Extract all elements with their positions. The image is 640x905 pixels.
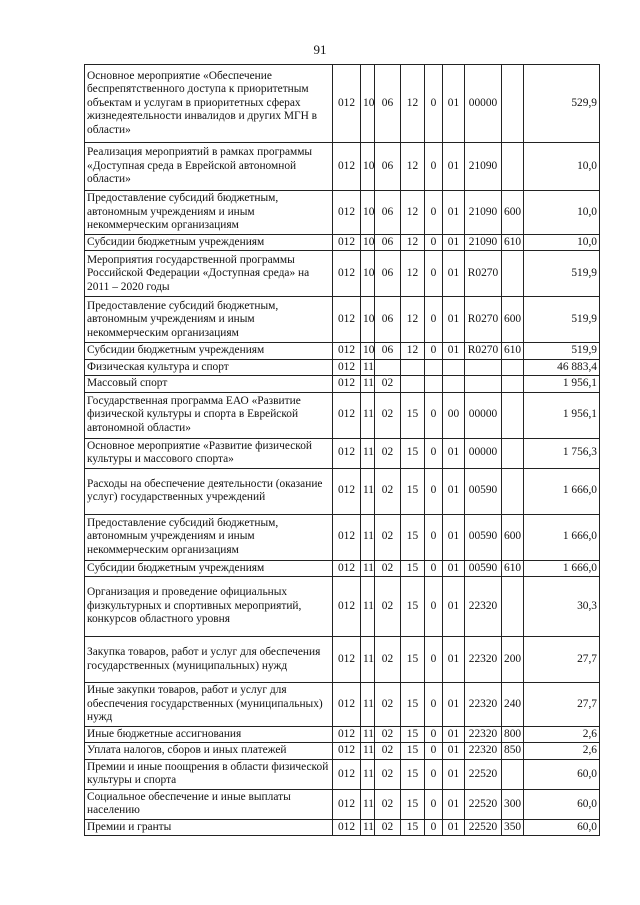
target-direction-code [465,359,502,375]
amount: 1 666,0 [524,560,600,576]
expense-type-code [502,392,524,438]
section-code: 11 [361,637,375,683]
target-subprogram-code: 0 [425,577,443,637]
table-row [85,789,600,819]
target-subprogram-code: 0 [425,251,443,297]
row-name: Субсидии бюджетным учреждениям [85,343,333,359]
expense-type-code: 350 [502,819,524,835]
target-program-code: 15 [401,743,425,759]
row-name: Предоставление субсидий бюджетным, автономным учреждениям и иным некоммерческим организациям [85,297,333,343]
section-code: 11 [361,759,375,789]
row-name: Субсидии бюджетным учреждениям [85,560,333,576]
table-row [85,514,600,560]
ministry-code: 012 [333,376,361,392]
table-row [85,560,600,576]
ministry-code: 012 [333,392,361,438]
subsection-code: 06 [375,191,401,235]
ministry-code: 012 [333,743,361,759]
subsection-code: 02 [375,376,401,392]
subsection-code: 06 [375,143,401,191]
section-code: 10 [361,191,375,235]
row-name: Расходы на обеспечение деятельности (оказание услуг) государственных учреждений [85,468,333,514]
expense-type-code: 600 [502,191,524,235]
target-program-code [401,376,425,392]
section-code: 11 [361,789,375,819]
table-row [85,251,600,297]
target-subprogram-code: 0 [425,438,443,468]
target-program-code [401,359,425,375]
target-direction-code: 00000 [465,65,502,143]
target-subprogram-code: 0 [425,343,443,359]
target-program-code: 15 [401,514,425,560]
section-code: 11 [361,514,375,560]
amount: 60,0 [524,759,600,789]
section-code: 11 [361,359,375,375]
subsection-code: 06 [375,343,401,359]
subsection-code: 02 [375,468,401,514]
row-name: Основное мероприятие «Обеспечение беспрепятственного доступа к приоритетным объектам и услугам в приоритетных сферах жизнедеятельности инвалидов и других МГН в области» [85,65,333,143]
target-direction-code: 22320 [465,727,502,743]
expense-type-code [502,438,524,468]
expense-type-code: 600 [502,297,524,343]
amount: 60,0 [524,819,600,835]
target-event-code: 01 [443,819,465,835]
amount: 60,0 [524,789,600,819]
subsection-code: 02 [375,438,401,468]
ministry-code: 012 [333,468,361,514]
target-direction-code: 00590 [465,514,502,560]
expense-type-code: 800 [502,727,524,743]
target-direction-code: 00000 [465,392,502,438]
target-subprogram-code: 0 [425,468,443,514]
amount: 529,9 [524,65,600,143]
target-subprogram-code: 0 [425,191,443,235]
target-program-code: 12 [401,251,425,297]
ministry-code: 012 [333,297,361,343]
section-code: 11 [361,560,375,576]
amount: 1 956,1 [524,392,600,438]
row-name: Организация и проведение официальных физкультурных и спортивных мероприятий, конкурсов областного уровня [85,577,333,637]
amount: 10,0 [524,143,600,191]
target-direction-code: R0270 [465,343,502,359]
target-event-code: 01 [443,577,465,637]
ministry-code: 012 [333,514,361,560]
amount: 10,0 [524,235,600,251]
row-name: Иные закупки товаров, работ и услуг для обеспечения государственных (муниципальных) нужд [85,683,333,727]
amount: 27,7 [524,683,600,727]
target-direction-code: R0270 [465,297,502,343]
target-event-code: 01 [443,65,465,143]
target-program-code: 12 [401,143,425,191]
target-subprogram-code: 0 [425,743,443,759]
section-code: 11 [361,376,375,392]
target-subprogram-code: 0 [425,683,443,727]
target-event-code: 01 [443,637,465,683]
subsection-code: 02 [375,789,401,819]
row-name: Социальное обеспечение и иные выплаты населению [85,789,333,819]
target-event-code: 01 [443,235,465,251]
expense-type-code: 610 [502,560,524,576]
subsection-code: 02 [375,392,401,438]
subsection-code: 02 [375,577,401,637]
expense-type-code [502,359,524,375]
target-event-code [443,359,465,375]
target-direction-code: 22520 [465,819,502,835]
table-row [85,759,600,789]
target-direction-code: 21090 [465,191,502,235]
target-program-code: 15 [401,789,425,819]
table-row [85,392,600,438]
expense-type-code: 600 [502,514,524,560]
target-event-code: 01 [443,343,465,359]
subsection-code: 02 [375,637,401,683]
amount: 46 883,4 [524,359,600,375]
section-code: 10 [361,343,375,359]
subsection-code: 02 [375,560,401,576]
subsection-code: 02 [375,514,401,560]
target-event-code: 01 [443,251,465,297]
section-code: 10 [361,251,375,297]
expense-type-code [502,65,524,143]
target-program-code: 15 [401,468,425,514]
ministry-code: 012 [333,359,361,375]
amount: 2,6 [524,727,600,743]
ministry-code: 012 [333,191,361,235]
section-code: 10 [361,235,375,251]
target-program-code: 12 [401,343,425,359]
row-name: Премии и иные поощрения в области физической культуры и спорта [85,759,333,789]
ministry-code: 012 [333,727,361,743]
target-program-code: 12 [401,65,425,143]
target-program-code: 15 [401,683,425,727]
expense-type-code: 240 [502,683,524,727]
target-event-code: 01 [443,143,465,191]
row-name: Премии и гранты [85,819,333,835]
amount: 519,9 [524,251,600,297]
section-code: 10 [361,297,375,343]
subsection-code: 06 [375,297,401,343]
section-code: 11 [361,577,375,637]
expense-type-code [502,577,524,637]
section-code: 11 [361,438,375,468]
amount: 27,7 [524,637,600,683]
target-direction-code: 22320 [465,577,502,637]
ministry-code: 012 [333,251,361,297]
subsection-code: 02 [375,743,401,759]
table-row [85,143,600,191]
target-event-code: 01 [443,727,465,743]
target-program-code: 15 [401,438,425,468]
table-row [85,191,600,235]
target-program-code: 12 [401,235,425,251]
target-direction-code: 22320 [465,637,502,683]
target-event-code: 01 [443,514,465,560]
target-direction-code: 00590 [465,560,502,576]
target-direction-code [465,376,502,392]
subsection-code: 02 [375,683,401,727]
amount: 1 756,3 [524,438,600,468]
row-name: Мероприятия государственной программы Российской Федерации «Доступная среда» на 2011 – 2020 годы [85,251,333,297]
target-program-code: 15 [401,727,425,743]
section-code: 11 [361,468,375,514]
table-row [85,743,600,759]
target-event-code: 01 [443,438,465,468]
expense-type-code [502,251,524,297]
expense-type-code: 200 [502,637,524,683]
row-name: Массовый спорт [85,376,333,392]
amount: 10,0 [524,191,600,235]
page-number: 91 [313,42,327,57]
expense-type-code: 300 [502,789,524,819]
target-program-code: 15 [401,560,425,576]
table-row [85,683,600,727]
target-subprogram-code [425,376,443,392]
ministry-code: 012 [333,683,361,727]
amount: 2,6 [524,743,600,759]
target-program-code: 15 [401,637,425,683]
target-event-code: 01 [443,683,465,727]
target-direction-code: 00590 [465,468,502,514]
table-row [85,376,600,392]
subsection-code: 02 [375,727,401,743]
expense-type-code: 610 [502,235,524,251]
target-program-code: 15 [401,392,425,438]
subsection-code: 02 [375,819,401,835]
target-direction-code: 22320 [465,683,502,727]
ministry-code: 012 [333,143,361,191]
ministry-code: 012 [333,577,361,637]
expense-type-code: 610 [502,343,524,359]
row-name: Предоставление субсидий бюджетным, автономным учреждениям и иным некоммерческим организациям [85,514,333,560]
ministry-code: 012 [333,789,361,819]
row-name: Субсидии бюджетным учреждениям [85,235,333,251]
target-subprogram-code: 0 [425,297,443,343]
amount: 519,9 [524,297,600,343]
row-name: Уплата налогов, сборов и иных платежей [85,743,333,759]
table-row [85,359,600,375]
subsection-code: 06 [375,251,401,297]
subsection-code: 06 [375,65,401,143]
ministry-code: 012 [333,759,361,789]
table-row [85,468,600,514]
ministry-code: 012 [333,343,361,359]
ministry-code: 012 [333,65,361,143]
target-event-code: 01 [443,789,465,819]
table-row [85,637,600,683]
section-code: 11 [361,727,375,743]
row-name: Основное мероприятие «Развитие физической культуры и массового спорта» [85,438,333,468]
expense-type-code: 850 [502,743,524,759]
target-direction-code: 22520 [465,759,502,789]
table-row [85,343,600,359]
ministry-code: 012 [333,235,361,251]
target-subprogram-code: 0 [425,235,443,251]
ministry-code: 012 [333,637,361,683]
target-event-code: 01 [443,560,465,576]
target-subprogram-code: 0 [425,759,443,789]
subsection-code [375,359,401,375]
table-row [85,577,600,637]
row-name: Предоставление субсидий бюджетным, автономным учреждениям и иным некоммерческим организациям [85,191,333,235]
target-event-code: 01 [443,468,465,514]
row-name: Государственная программа ЕАО «Развитие физической культуры и спорта в Еврейской автономной области» [85,392,333,438]
target-subprogram-code: 0 [425,560,443,576]
target-event-code: 01 [443,297,465,343]
target-program-code: 15 [401,577,425,637]
amount: 30,3 [524,577,600,637]
ministry-code: 012 [333,819,361,835]
section-code: 11 [361,743,375,759]
amount: 519,9 [524,343,600,359]
table-row [85,235,600,251]
target-subprogram-code [425,359,443,375]
subsection-code: 02 [375,759,401,789]
section-code: 10 [361,65,375,143]
section-code: 11 [361,392,375,438]
section-code: 11 [361,819,375,835]
expense-type-code [502,759,524,789]
target-subprogram-code: 0 [425,727,443,743]
budget-table [84,64,600,836]
section-code: 10 [361,143,375,191]
target-event-code [443,376,465,392]
expense-type-code [502,376,524,392]
target-subprogram-code: 0 [425,143,443,191]
table-row [85,727,600,743]
row-name: Реализация мероприятий в рамках программы «Доступная среда в Еврейской автономной области» [85,143,333,191]
target-program-code: 15 [401,819,425,835]
amount: 1 666,0 [524,514,600,560]
ministry-code: 012 [333,560,361,576]
table-row [85,297,600,343]
row-name: Закупка товаров, работ и услуг для обеспечения государственных (муниципальных) нужд [85,637,333,683]
target-direction-code: 21090 [465,235,502,251]
table-row [85,65,600,143]
target-subprogram-code: 0 [425,789,443,819]
expense-type-code [502,468,524,514]
target-direction-code: 22320 [465,743,502,759]
section-code: 11 [361,683,375,727]
target-event-code: 00 [443,392,465,438]
table-row [85,438,600,468]
target-program-code: 15 [401,759,425,789]
target-subprogram-code: 0 [425,392,443,438]
target-direction-code: 00000 [465,438,502,468]
amount: 1 956,1 [524,376,600,392]
table-row [85,819,600,835]
expense-type-code [502,143,524,191]
target-subprogram-code: 0 [425,637,443,683]
target-program-code: 12 [401,191,425,235]
row-name: Иные бюджетные ассигнования [85,727,333,743]
ministry-code: 012 [333,438,361,468]
target-subprogram-code: 0 [425,514,443,560]
target-event-code: 01 [443,191,465,235]
row-name: Физическая культура и спорт [85,359,333,375]
target-event-code: 01 [443,743,465,759]
target-direction-code: R0270 [465,251,502,297]
target-program-code: 12 [401,297,425,343]
target-subprogram-code: 0 [425,65,443,143]
target-direction-code: 22520 [465,789,502,819]
target-direction-code: 21090 [465,143,502,191]
target-subprogram-code: 0 [425,819,443,835]
subsection-code: 06 [375,235,401,251]
target-event-code: 01 [443,759,465,789]
amount: 1 666,0 [524,468,600,514]
